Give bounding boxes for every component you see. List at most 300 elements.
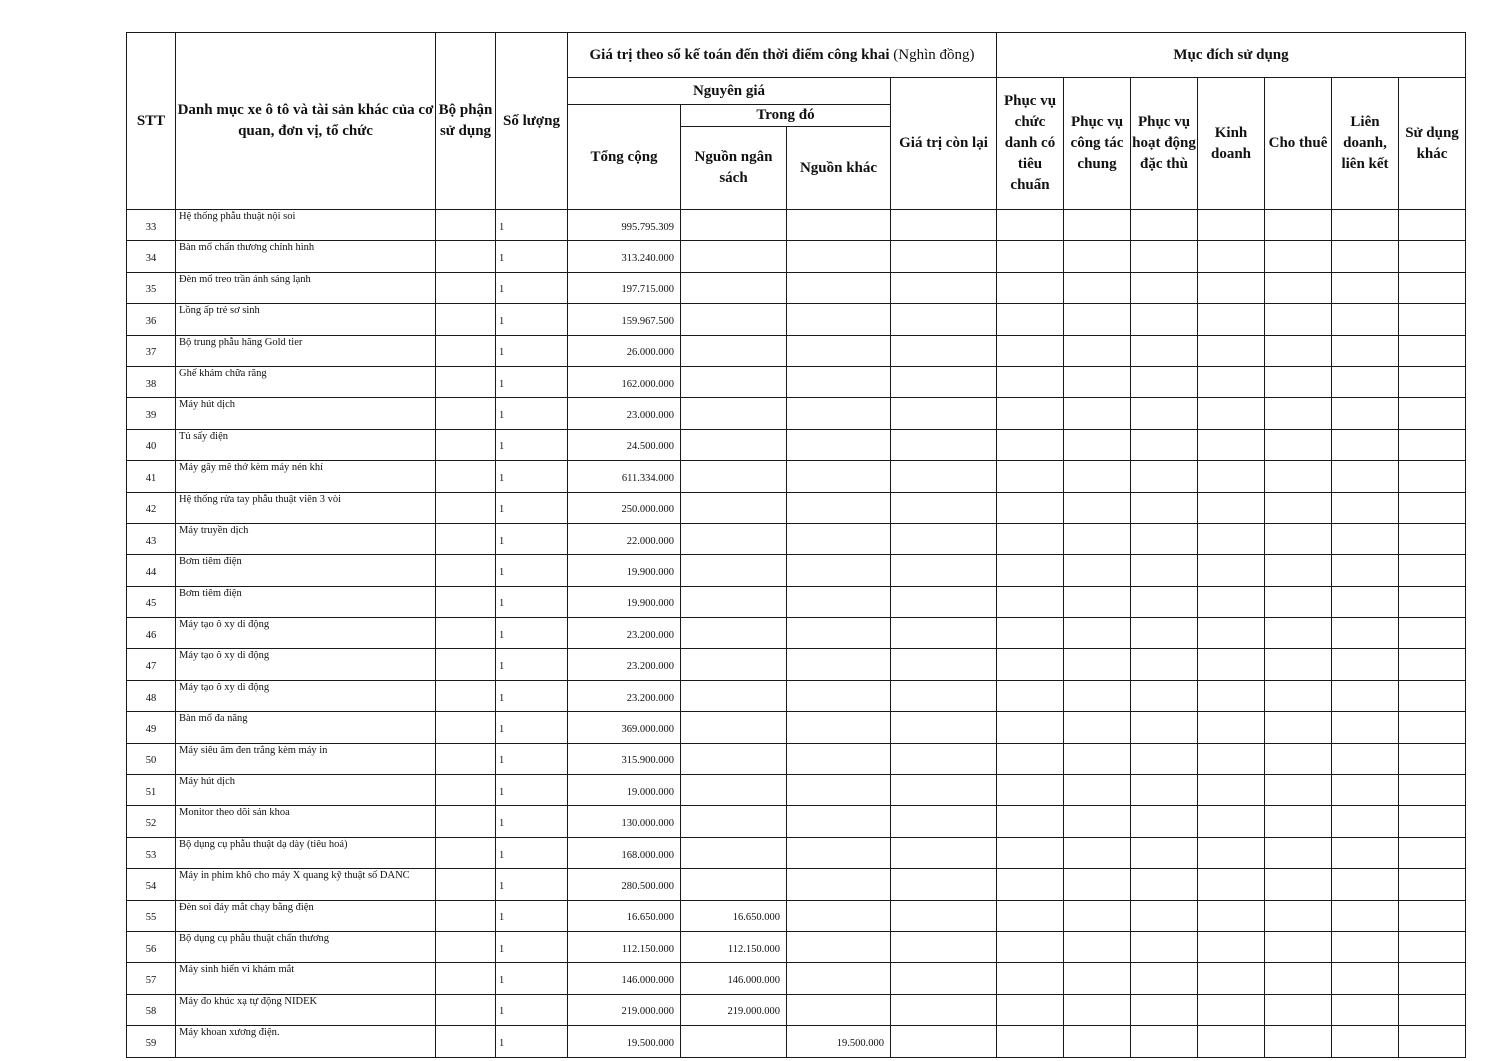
row-purpose-other: [1399, 429, 1466, 460]
row-total: 159.967.500: [568, 304, 681, 335]
row-asset-name: Bơm tiêm điện: [176, 586, 436, 617]
row-quantity: 1: [496, 492, 568, 523]
row-purpose-other: [1399, 806, 1466, 837]
row-asset-name: Máy tạo ô xy di động: [176, 680, 436, 711]
row-quantity: 1: [496, 712, 568, 743]
row-total: 19.500.000: [568, 1026, 681, 1057]
row-quantity: 1: [496, 869, 568, 900]
row-total: 16.650.000: [568, 900, 681, 931]
row-quantity: 1: [496, 775, 568, 806]
row-asset-name: Tủ sấy điện: [176, 429, 436, 460]
row-purpose-joint: [1332, 743, 1399, 774]
row-other-source: [787, 931, 891, 962]
row-stt: 53: [127, 837, 176, 868]
row-purpose-business: [1198, 398, 1265, 429]
table-row: [127, 994, 1466, 1025]
row-remaining-value: [891, 743, 997, 774]
row-total: 369.000.000: [568, 712, 681, 743]
table-row: [127, 680, 1466, 711]
row-remaining-value: [891, 931, 997, 962]
row-purpose-business: [1198, 429, 1265, 460]
row-budget-source: [681, 429, 787, 460]
row-department: [436, 869, 496, 900]
row-other-source: [787, 272, 891, 303]
row-remaining-value: [891, 461, 997, 492]
row-purpose-general: [1064, 649, 1131, 680]
row-purpose-general: [1064, 335, 1131, 366]
table-row: [127, 523, 1466, 554]
row-quantity: 1: [496, 743, 568, 774]
row-purpose-title-std: [997, 712, 1064, 743]
header-book-value-unit: (Nghìn đồng): [893, 46, 975, 63]
row-purpose-business: [1198, 869, 1265, 900]
row-department: [436, 743, 496, 774]
row-purpose-business: [1198, 900, 1265, 931]
row-asset-name: Máy sinh hiển vi khám mắt: [176, 963, 436, 994]
row-stt: 54: [127, 869, 176, 900]
row-budget-source: [681, 586, 787, 617]
row-purpose-lease: [1265, 492, 1332, 523]
row-purpose-business: [1198, 931, 1265, 962]
row-total: 23.200.000: [568, 649, 681, 680]
row-stt: 48: [127, 680, 176, 711]
row-purpose-other: [1399, 461, 1466, 492]
row-quantity: 1: [496, 931, 568, 962]
row-purpose-lease: [1265, 304, 1332, 335]
row-purpose-lease: [1265, 994, 1332, 1025]
row-purpose-title-std: [997, 304, 1064, 335]
row-purpose-special: [1131, 461, 1198, 492]
row-budget-source: [681, 806, 787, 837]
row-department: [436, 492, 496, 523]
row-department: [436, 272, 496, 303]
row-purpose-general: [1064, 492, 1131, 523]
row-purpose-business: [1198, 523, 1265, 554]
row-remaining-value: [891, 806, 997, 837]
row-purpose-joint: [1332, 398, 1399, 429]
row-purpose-lease: [1265, 931, 1332, 962]
row-other-source: [787, 335, 891, 366]
row-purpose-lease: [1265, 555, 1332, 586]
row-other-source: [787, 775, 891, 806]
row-budget-source: 16.650.000: [681, 900, 787, 931]
table-row: [127, 618, 1466, 649]
row-budget-source: [681, 366, 787, 397]
row-department: [436, 555, 496, 586]
row-asset-name: Đèn mổ treo trần ánh sáng lạnh: [176, 272, 436, 303]
row-department: [436, 429, 496, 460]
row-budget-source: [681, 272, 787, 303]
row-remaining-value: [891, 304, 997, 335]
row-purpose-other: [1399, 931, 1466, 962]
row-department: [436, 335, 496, 366]
row-department: [436, 241, 496, 272]
row-purpose-other: [1399, 304, 1466, 335]
row-asset-name: Máy gây mê thở kèm máy nén khí: [176, 461, 436, 492]
row-remaining-value: [891, 272, 997, 303]
row-purpose-lease: [1265, 743, 1332, 774]
table-body: [127, 210, 1466, 1058]
row-purpose-other: [1399, 1026, 1466, 1057]
row-purpose-general: [1064, 680, 1131, 711]
row-budget-source: [681, 335, 787, 366]
row-purpose-title-std: [997, 272, 1064, 303]
row-purpose-special: [1131, 586, 1198, 617]
row-budget-source: [681, 241, 787, 272]
row-department: [436, 461, 496, 492]
row-other-source: [787, 900, 891, 931]
row-budget-source: 146.000.000: [681, 963, 787, 994]
row-total: 112.150.000: [568, 931, 681, 962]
row-remaining-value: [891, 366, 997, 397]
row-purpose-title-std: [997, 900, 1064, 931]
row-purpose-general: [1064, 869, 1131, 900]
row-stt: 45: [127, 586, 176, 617]
header-of-which: Trong đó: [681, 105, 891, 127]
row-quantity: 1: [496, 963, 568, 994]
row-purpose-title-std: [997, 586, 1064, 617]
row-quantity: 1: [496, 523, 568, 554]
row-stt: 33: [127, 210, 176, 241]
row-purpose-other: [1399, 398, 1466, 429]
row-purpose-business: [1198, 272, 1265, 303]
row-stt: 59: [127, 1026, 176, 1057]
row-purpose-special: [1131, 429, 1198, 460]
row-department: [436, 586, 496, 617]
header-item: Danh mục xe ô tô và tài sản khác của cơ quan, đơn vị, tổ chức: [176, 33, 436, 210]
row-purpose-business: [1198, 241, 1265, 272]
row-stt: 40: [127, 429, 176, 460]
row-purpose-other: [1399, 837, 1466, 868]
table-row: [127, 555, 1466, 586]
table-row: [127, 743, 1466, 774]
row-purpose-other: [1399, 649, 1466, 680]
row-asset-name: Bàn mổ chấn thương chỉnh hình: [176, 241, 436, 272]
row-total: 23.200.000: [568, 618, 681, 649]
row-quantity: 1: [496, 1026, 568, 1057]
row-purpose-general: [1064, 210, 1131, 241]
row-asset-name: Ghế khám chữa răng: [176, 366, 436, 397]
row-purpose-special: [1131, 649, 1198, 680]
row-remaining-value: [891, 210, 997, 241]
row-stt: 55: [127, 900, 176, 931]
row-department: [436, 523, 496, 554]
row-other-source: [787, 680, 891, 711]
row-purpose-special: [1131, 869, 1198, 900]
row-purpose-general: [1064, 618, 1131, 649]
row-asset-name: Hệ thống phẫu thuật nội soi: [176, 210, 436, 241]
row-purpose-other: [1399, 366, 1466, 397]
row-purpose-business: [1198, 994, 1265, 1025]
row-purpose-lease: [1265, 429, 1332, 460]
row-purpose-title-std: [997, 775, 1064, 806]
table-row: [127, 335, 1466, 366]
row-purpose-special: [1131, 492, 1198, 523]
row-purpose-general: [1064, 994, 1131, 1025]
row-budget-source: [681, 492, 787, 523]
row-stt: 37: [127, 335, 176, 366]
row-remaining-value: [891, 1026, 997, 1057]
row-budget-source: [681, 743, 787, 774]
row-asset-name: Lồng ấp trẻ sơ sinh: [176, 304, 436, 335]
row-purpose-special: [1131, 335, 1198, 366]
row-purpose-special: [1131, 241, 1198, 272]
header-purpose-general: Phục vụ công tác chung: [1064, 78, 1131, 210]
row-purpose-business: [1198, 806, 1265, 837]
table-row: [127, 869, 1466, 900]
row-total: 26.000.000: [568, 335, 681, 366]
row-purpose-lease: [1265, 1026, 1332, 1057]
row-budget-source: [681, 398, 787, 429]
row-purpose-other: [1399, 555, 1466, 586]
row-budget-source: 219.000.000: [681, 994, 787, 1025]
table-row: [127, 649, 1466, 680]
header-other-source: Nguồn khác: [787, 127, 891, 210]
row-purpose-other: [1399, 994, 1466, 1025]
row-purpose-business: [1198, 680, 1265, 711]
row-budget-source: [681, 555, 787, 586]
row-quantity: 1: [496, 272, 568, 303]
row-stt: 57: [127, 963, 176, 994]
row-purpose-other: [1399, 492, 1466, 523]
row-purpose-business: [1198, 963, 1265, 994]
row-purpose-lease: [1265, 837, 1332, 868]
row-budget-source: [681, 618, 787, 649]
row-other-source: [787, 743, 891, 774]
row-other-source: [787, 963, 891, 994]
row-budget-source: [681, 304, 787, 335]
row-purpose-joint: [1332, 775, 1399, 806]
row-purpose-other: [1399, 618, 1466, 649]
row-budget-source: [681, 837, 787, 868]
row-purpose-title-std: [997, 461, 1064, 492]
row-purpose-business: [1198, 712, 1265, 743]
row-purpose-joint: [1332, 272, 1399, 303]
row-stt: 51: [127, 775, 176, 806]
table-row: [127, 492, 1466, 523]
row-remaining-value: [891, 241, 997, 272]
row-purpose-special: [1131, 1026, 1198, 1057]
row-other-source: [787, 712, 891, 743]
row-stt: 34: [127, 241, 176, 272]
row-purpose-joint: [1332, 555, 1399, 586]
row-total: 23.200.000: [568, 680, 681, 711]
header-original-cost: Nguyên giá: [568, 78, 891, 105]
row-budget-source: [681, 210, 787, 241]
row-purpose-other: [1399, 335, 1466, 366]
row-purpose-joint: [1332, 837, 1399, 868]
row-purpose-general: [1064, 1026, 1131, 1057]
row-remaining-value: [891, 649, 997, 680]
row-purpose-general: [1064, 837, 1131, 868]
row-total: 146.000.000: [568, 963, 681, 994]
row-department: [436, 649, 496, 680]
row-quantity: 1: [496, 900, 568, 931]
row-total: 24.500.000: [568, 429, 681, 460]
header-quantity: Số lượng: [496, 33, 568, 210]
row-purpose-title-std: [997, 994, 1064, 1025]
row-purpose-title-std: [997, 523, 1064, 554]
row-purpose-lease: [1265, 680, 1332, 711]
row-asset-name: Máy tạo ô xy di động: [176, 649, 436, 680]
row-department: [436, 806, 496, 837]
row-purpose-joint: [1332, 869, 1399, 900]
row-purpose-general: [1064, 523, 1131, 554]
row-remaining-value: [891, 837, 997, 868]
row-purpose-title-std: [997, 931, 1064, 962]
row-stt: 35: [127, 272, 176, 303]
row-purpose-general: [1064, 272, 1131, 303]
row-budget-source: [681, 680, 787, 711]
row-purpose-special: [1131, 398, 1198, 429]
row-purpose-title-std: [997, 429, 1064, 460]
row-purpose-business: [1198, 743, 1265, 774]
row-purpose-joint: [1332, 366, 1399, 397]
row-budget-source: [681, 649, 787, 680]
row-purpose-title-std: [997, 680, 1064, 711]
row-purpose-other: [1399, 900, 1466, 931]
header-purpose-lease: Cho thuê: [1265, 78, 1332, 210]
table-row: [127, 461, 1466, 492]
row-purpose-title-std: [997, 743, 1064, 774]
row-total: 611.334.000: [568, 461, 681, 492]
row-purpose-joint: [1332, 680, 1399, 711]
row-stt: 36: [127, 304, 176, 335]
row-purpose-business: [1198, 304, 1265, 335]
row-purpose-lease: [1265, 806, 1332, 837]
row-stt: 39: [127, 398, 176, 429]
row-total: 313.240.000: [568, 241, 681, 272]
row-purpose-lease: [1265, 586, 1332, 617]
row-purpose-general: [1064, 429, 1131, 460]
row-remaining-value: [891, 618, 997, 649]
row-purpose-special: [1131, 994, 1198, 1025]
row-stt: 41: [127, 461, 176, 492]
row-total: 162.000.000: [568, 366, 681, 397]
row-stt: 52: [127, 806, 176, 837]
row-purpose-other: [1399, 963, 1466, 994]
row-purpose-special: [1131, 523, 1198, 554]
row-purpose-lease: [1265, 963, 1332, 994]
row-purpose-lease: [1265, 241, 1332, 272]
row-purpose-special: [1131, 210, 1198, 241]
row-remaining-value: [891, 555, 997, 586]
row-purpose-lease: [1265, 366, 1332, 397]
row-total: 315.900.000: [568, 743, 681, 774]
row-purpose-joint: [1332, 335, 1399, 366]
row-purpose-lease: [1265, 210, 1332, 241]
row-total: 168.000.000: [568, 837, 681, 868]
row-purpose-title-std: [997, 649, 1064, 680]
header-book-value: [568, 33, 997, 78]
row-purpose-lease: [1265, 900, 1332, 931]
row-other-source: [787, 555, 891, 586]
row-purpose-general: [1064, 366, 1131, 397]
row-purpose-general: [1064, 806, 1131, 837]
row-purpose-lease: [1265, 618, 1332, 649]
row-purpose-special: [1131, 555, 1198, 586]
row-asset-name: Máy tạo ô xy di động: [176, 618, 436, 649]
row-department: [436, 994, 496, 1025]
row-quantity: 1: [496, 429, 568, 460]
row-total: 23.000.000: [568, 398, 681, 429]
table-row: [127, 837, 1466, 868]
row-purpose-business: [1198, 366, 1265, 397]
row-stt: 49: [127, 712, 176, 743]
row-other-source: [787, 429, 891, 460]
row-purpose-special: [1131, 366, 1198, 397]
row-budget-source: [681, 712, 787, 743]
row-stt: 46: [127, 618, 176, 649]
row-remaining-value: [891, 994, 997, 1025]
row-purpose-joint: [1332, 492, 1399, 523]
row-purpose-joint: [1332, 649, 1399, 680]
row-purpose-general: [1064, 900, 1131, 931]
row-stt: 56: [127, 931, 176, 962]
header-purpose-joint: Liên doanh, liên kết: [1332, 78, 1399, 210]
row-purpose-special: [1131, 775, 1198, 806]
header-budget-source: Nguồn ngân sách: [681, 127, 787, 210]
asset-table: [126, 32, 1466, 1058]
row-quantity: 1: [496, 837, 568, 868]
row-purpose-lease: [1265, 461, 1332, 492]
row-purpose-joint: [1332, 806, 1399, 837]
row-total: 250.000.000: [568, 492, 681, 523]
row-purpose-other: [1399, 272, 1466, 303]
row-asset-name: Máy truyền dịch: [176, 523, 436, 554]
table-row: [127, 304, 1466, 335]
row-purpose-other: [1399, 586, 1466, 617]
row-purpose-title-std: [997, 241, 1064, 272]
row-purpose-lease: [1265, 712, 1332, 743]
row-asset-name: Bàn mổ đa năng: [176, 712, 436, 743]
row-stt: 43: [127, 523, 176, 554]
row-purpose-special: [1131, 931, 1198, 962]
row-quantity: 1: [496, 680, 568, 711]
row-purpose-joint: [1332, 461, 1399, 492]
row-asset-name: Máy đo khúc xạ tự động NIDEK: [176, 994, 436, 1025]
row-purpose-joint: [1332, 523, 1399, 554]
header-total: Tổng cộng: [568, 105, 681, 210]
row-purpose-general: [1064, 304, 1131, 335]
row-quantity: 1: [496, 618, 568, 649]
row-total: 130.000.000: [568, 806, 681, 837]
row-purpose-business: [1198, 775, 1265, 806]
row-purpose-other: [1399, 680, 1466, 711]
row-total: 22.000.000: [568, 523, 681, 554]
row-purpose-joint: [1332, 900, 1399, 931]
row-asset-name: Hệ thống rửa tay phẫu thuật viên 3 vòi: [176, 492, 436, 523]
row-purpose-title-std: [997, 963, 1064, 994]
row-purpose-lease: [1265, 869, 1332, 900]
row-purpose-business: [1198, 649, 1265, 680]
row-purpose-general: [1064, 712, 1131, 743]
row-total: 995.795.309: [568, 210, 681, 241]
row-other-source: [787, 586, 891, 617]
row-other-source: [787, 994, 891, 1025]
row-purpose-joint: [1332, 963, 1399, 994]
row-other-source: [787, 241, 891, 272]
row-asset-name: Máy hút dịch: [176, 775, 436, 806]
table-row: [127, 963, 1466, 994]
row-purpose-other: [1399, 241, 1466, 272]
row-purpose-lease: [1265, 523, 1332, 554]
row-stt: 58: [127, 994, 176, 1025]
row-quantity: 1: [496, 806, 568, 837]
row-budget-source: [681, 1026, 787, 1057]
row-purpose-lease: [1265, 272, 1332, 303]
row-budget-source: [681, 461, 787, 492]
